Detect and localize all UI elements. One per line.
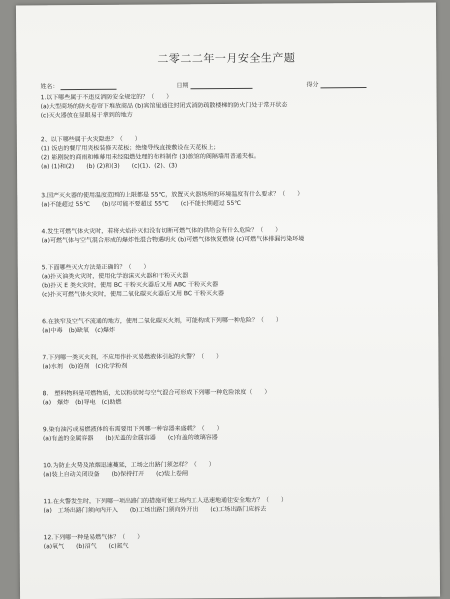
answer-options: (a) (1)和(2) (b) (2)和(3) (c)(1)、(2)、(3) xyxy=(41,162,178,171)
question-10 xyxy=(43,460,215,479)
score-field xyxy=(306,79,366,88)
exam-sheet xyxy=(16,3,440,599)
answer-options: (a)中毒 (b)缺氧 (c)爆炸 xyxy=(42,326,116,335)
name-field xyxy=(40,81,116,91)
answer-options: (a) 工场出路门须向内开入 (b)工场出路门须向外开出 (c)工场出路门应拆去 xyxy=(43,505,267,515)
question-8 xyxy=(43,388,271,408)
answer-options: (a)装上自动关闭设备 (b)保持打开 (c)装上卷闸 xyxy=(43,470,189,479)
answer-options: (a) 爆炸 (b)导电 (c)助燃 xyxy=(42,398,122,407)
answer-options: (c)扑灭可燃气体火灾时，使用二氧化碳灭火器后又用 BC 干粉灭火器 xyxy=(41,290,224,299)
question-text: 2、以下哪些属于火灾隐患？（ ） xyxy=(40,135,141,144)
name-blank[interactable] xyxy=(60,83,116,90)
question-text: 10.为防止火势及浓烟迅速蔓延，工场之出路门须怎样？（ ） xyxy=(43,461,215,470)
answer-options: (b)扑灭 E 类火灾时，使用 BC 干粉灭火器后又用 ABC 干粉灭火器 xyxy=(41,281,219,290)
answer-options: (a)不能超过 55℃ (b)尽可能不要超过 55℃ (c)不能长期超过 55℃ xyxy=(41,199,242,209)
question-text: 4.发生可燃气体火灾时，若将火焰扑灭但没有切断可燃气体的供给会有什么危险？（ ） xyxy=(41,226,282,236)
question-12 xyxy=(44,533,144,552)
question-6 xyxy=(42,316,282,336)
question-3 xyxy=(41,189,303,209)
question-4 xyxy=(41,225,304,245)
question-1 xyxy=(41,92,288,121)
answer-options: (a)可燃气体与空气混合形成的爆炸性混合物遇明火 (b)可燃气体恢复燃烧 (c)可燃气体排漏污染环境 xyxy=(41,235,305,245)
question-9 xyxy=(43,424,223,443)
score-label: 得分 xyxy=(306,81,319,89)
question-text: 8. 塑料物料是可燃物质，尤以粉状时与空气混合可形成下列哪一种危险浓度（ ） xyxy=(42,388,271,398)
answer-options: (a)大型商场的防火卷帘下堆放商品 (b)宾馆里通往封闭式消防疏散楼梯的防火门处于常开状态 xyxy=(40,101,288,111)
answer-options: (c)灭火器放在显眼易于拿到的地方 xyxy=(40,111,133,120)
question-text: 3.国产灭火器的使用温度范围的上限都是 55℃，放置灭火器场所的环境温度有什么要求？（ ） xyxy=(41,190,304,200)
answer-options: (a)有盖的金属容器 (b)无盖的金属容器 (c)有盖的玻璃容器 xyxy=(42,434,218,443)
answer-options: (a)扑灭油类火灾时，使用化学泡沫灭火器和干粉灭火器 xyxy=(41,272,189,281)
answer-options: (2) 影剧院的商雨和帷幕用未经阻燃处理的布料制作 (3)旅馆的阁隔墙用普通夹板。 xyxy=(40,152,260,162)
answer-options: (a)氧气 (b)沼气 (c)氮气 xyxy=(43,542,129,551)
question-text: 5.下面哪些灭火方法是正确的？（ ） xyxy=(41,263,150,272)
answer-options: (1) 饭店的餐厅用夹板装修天花板；绝缘导线直接敷设在天花板上； xyxy=(40,144,220,153)
name-label: 姓名： xyxy=(40,83,59,91)
question-2 xyxy=(41,134,260,172)
question-text: 12.下列哪一种是易燃气体？（ ） xyxy=(43,533,144,542)
question-5 xyxy=(42,262,224,299)
question-text: 1.以下哪些属于不违反消防安全规定的？（ ） xyxy=(40,93,173,102)
question-text: 9.染有油污或易燃液体的布需要用下列哪一种容器来盛载？（ ） xyxy=(42,425,223,434)
question-7 xyxy=(42,352,222,371)
score-blank[interactable] xyxy=(320,81,366,88)
date-blank[interactable] xyxy=(190,82,252,89)
question-text: 6.在狭窄及空气不流通的地方，使用二氧化碳灭火剂，可能构成下列哪一种危险？（ ） xyxy=(42,316,282,326)
exam-title: 二零二二年一月安全生产题 xyxy=(157,51,296,66)
date-label: 日期 xyxy=(176,82,189,90)
question-text: 7.下列哪一类灭火剂，不应用作扑灭易燃液体引起的火警？（ ） xyxy=(42,353,223,362)
question-11 xyxy=(43,496,287,516)
answer-options: (a)水剂 (b)泡剂 (c)化学粉剂 xyxy=(42,362,128,371)
date-field xyxy=(176,80,252,90)
question-text: 11.在火警发生时，下列哪一项出路门的措施可使工场内工人迅速地通往安全地方？（ ） xyxy=(43,496,287,506)
